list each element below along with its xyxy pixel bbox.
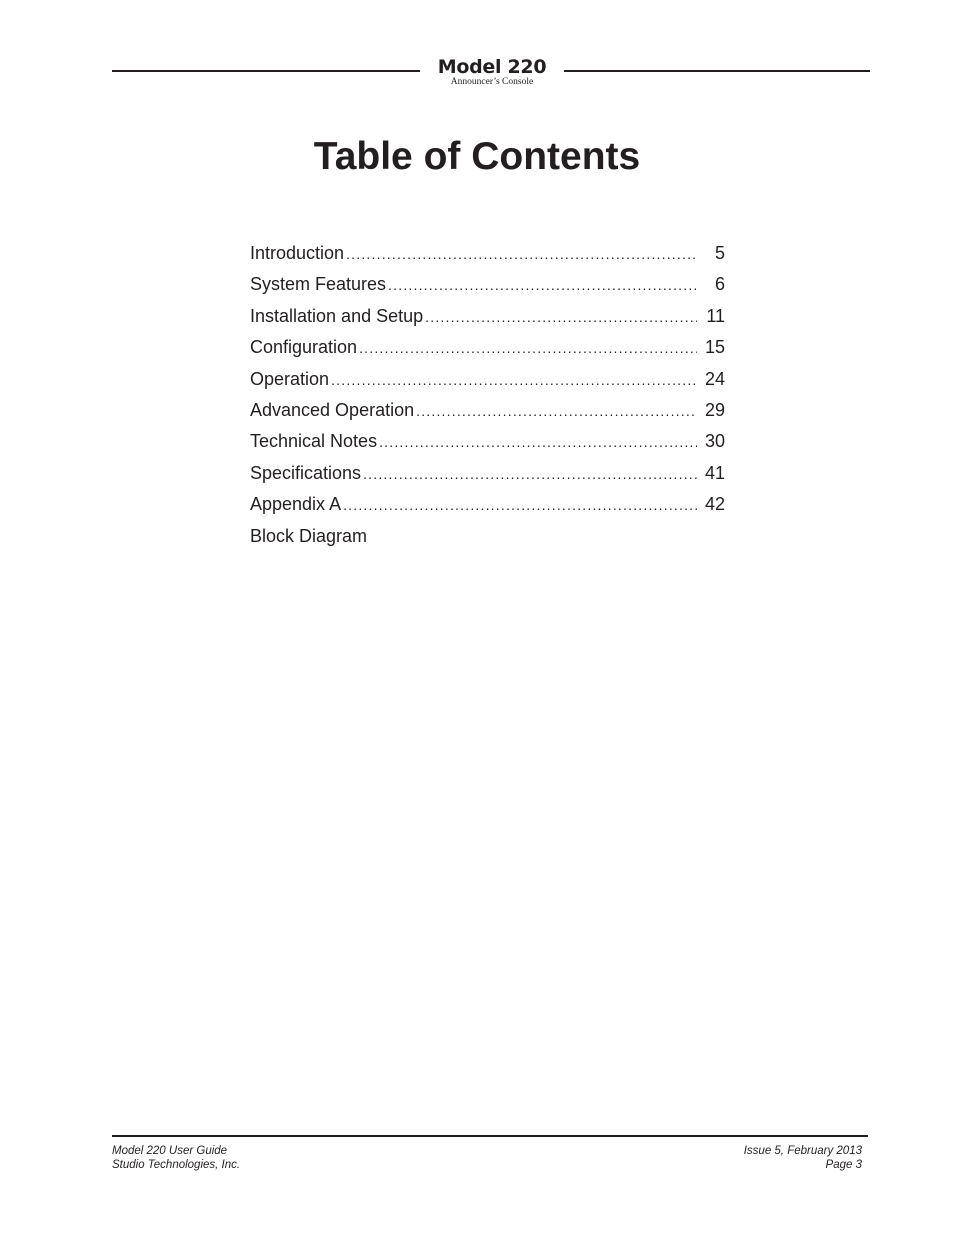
page-footer	[112, 1135, 868, 1172]
toc-entry-label: Installation and Setup	[250, 305, 424, 326]
toc-entry-operation[interactable]	[250, 364, 725, 395]
toc-leader-dots	[331, 365, 697, 396]
toc-entry-label: Specifications	[250, 462, 362, 483]
toc-entry-page: 6	[714, 274, 725, 295]
toc-leader-dots	[346, 239, 697, 270]
toc-entry-installation-and-setup[interactable]	[250, 301, 725, 332]
toc-entry-page: 24	[704, 368, 725, 389]
footer-left	[112, 1144, 240, 1172]
header-rule-right	[564, 70, 870, 72]
toc-leader-dots	[363, 459, 697, 490]
toc-leader-dots	[359, 333, 697, 364]
page-header	[112, 56, 870, 88]
footer-right	[744, 1144, 862, 1172]
toc-entry-block-diagram[interactable]	[250, 521, 725, 552]
footer-page-number: Page 3	[825, 1159, 862, 1171]
toc-entry-introduction[interactable]	[250, 238, 725, 269]
header-model-subtitle: Announcer’s Console	[450, 77, 534, 87]
toc-leader-dots	[416, 396, 697, 427]
toc-entry-advanced-operation[interactable]	[250, 395, 725, 426]
header-rule-left	[112, 70, 420, 72]
header-model-name: Model 220	[437, 56, 547, 78]
toc-entry-specifications[interactable]	[250, 458, 725, 489]
table-of-contents	[250, 238, 725, 552]
toc-leader-dots	[425, 302, 697, 333]
toc-entry-label: Block Diagram	[250, 525, 368, 546]
toc-leader-dots	[388, 270, 697, 301]
toc-leader-dots	[379, 427, 697, 458]
toc-entry-configuration[interactable]	[250, 332, 725, 363]
toc-entry-page: 30	[704, 431, 725, 452]
toc-entry-label: Appendix A	[250, 494, 342, 515]
footer-company: Studio Technologies, Inc.	[112, 1159, 241, 1171]
toc-entry-system-features[interactable]	[250, 269, 725, 300]
header-brand	[430, 56, 554, 87]
footer-issue: Issue 5, February 2013	[743, 1145, 862, 1157]
toc-entry-label: Operation	[250, 368, 330, 389]
toc-entry-page: 29	[704, 399, 725, 420]
toc-entry-technical-notes[interactable]	[250, 426, 725, 457]
toc-entry-label: Configuration	[250, 337, 358, 358]
toc-entry-appendix-a[interactable]	[250, 489, 725, 520]
toc-entry-label: System Features	[250, 274, 387, 295]
toc-entry-page: 42	[704, 494, 725, 515]
toc-leader-dots	[343, 490, 697, 521]
page-title: Table of Contents	[313, 135, 641, 178]
toc-entry-label: Technical Notes	[250, 431, 378, 452]
footer-guide-title: Model 220 User Guide	[112, 1145, 228, 1157]
toc-entry-page: 41	[704, 462, 725, 483]
toc-entry-page: 11	[706, 305, 725, 326]
toc-entry-page: 5	[714, 243, 725, 263]
toc-entry-label: Advanced Operation	[250, 399, 415, 420]
toc-entry-page: 15	[704, 337, 725, 358]
toc-entry-label: Introduction	[250, 243, 345, 263]
